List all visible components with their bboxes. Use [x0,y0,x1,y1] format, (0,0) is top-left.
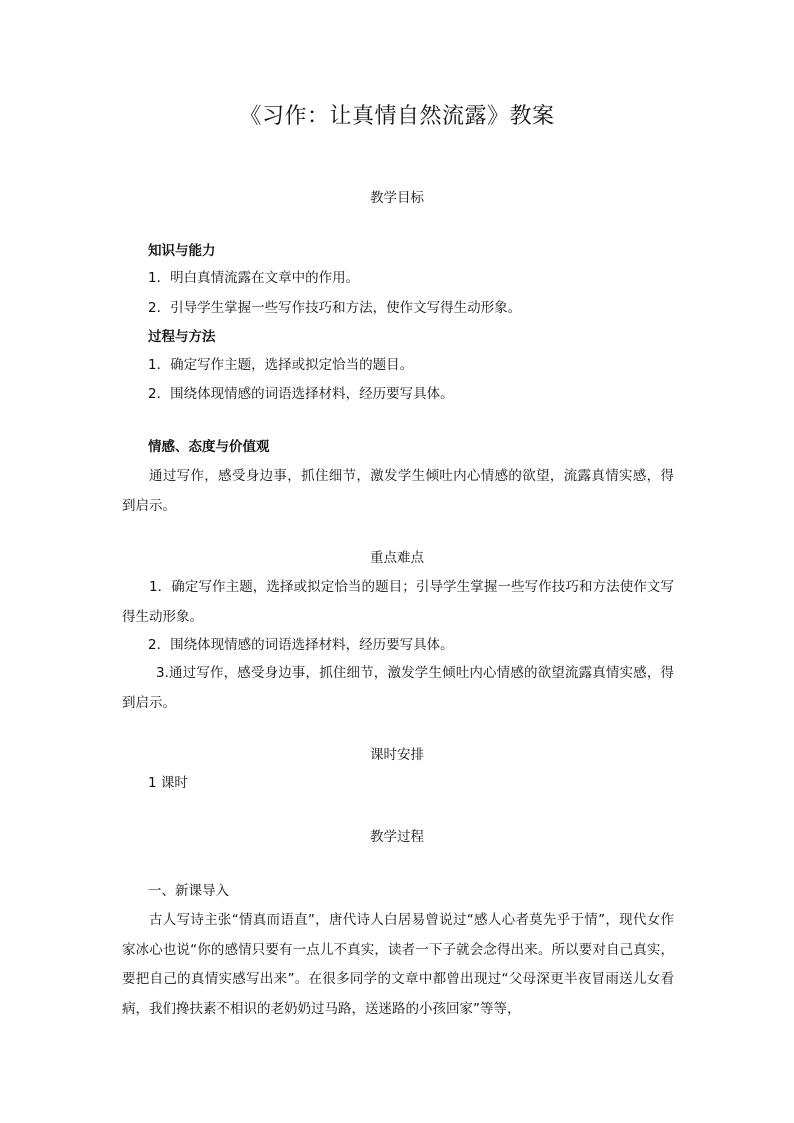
emotion-paragraph: 通过写作，感受身边事，抓住细节，激发学生倾吐内心情感的欲望，流露真情实感，得到启示。 [122,468,674,514]
intro-paragraph: 古人写诗主张“情真而语直”，唐代诗人白居易曾说过“感人心者莫先乎于情”，现代女作家冰心也说“你的感情只要有一点儿不真实，读者一下子就会念得出来。所以要对自己真实，要把自己的真情实感写出来”。在很多同学的文章中都曾出现过“父母深更半夜冒雨送儿女看病，我们搀扶素不相识的老奶奶过马路，送迷路的小孩回家”等等， [122,912,674,1017]
class-schedule-heading: 课时安排 [370,747,424,763]
emotion-values-heading: 情感、态度与价值观 [148,439,270,455]
key-item: 3.通过写作，感受身边事，抓住细节，激发学生倾吐内心情感的欲望流露真情实感，得到启示。 [122,665,674,711]
teaching-process-heading: 教学过程 [370,829,424,845]
class-schedule-text: 1 课时 [148,775,188,791]
key-difficulty-heading: 重点难点 [370,550,424,566]
knowledge-item: 1．明白真情流露在文章中的作用。 [148,270,360,286]
knowledge-item: 2．引导学生掌握一些写作技巧和方法，使作文写得生动形象。 [148,300,522,316]
knowledge-ability-heading: 知识与能力 [148,243,216,259]
process-item: 2．围绕体现情感的词语选择材料，经历要写具体。 [148,386,454,402]
teaching-goals-heading: 教学目标 [370,190,424,206]
key-item: 1．确定写作主题，选择或拟定恰当的题目；引导学生掌握一些写作技巧和方法使作文写得生动形象。 [122,579,674,625]
document-title: 《习作：让真情自然流露》教案 [239,104,555,129]
key-item: 2．围绕体现情感的词语选择材料，经历要写具体。 [148,637,454,653]
intro-heading: 一、新课导入 [148,883,229,899]
process-item: 1．确定写作主题，选择或拟定恰当的题目。 [148,357,414,373]
process-method-heading: 过程与方法 [148,329,216,345]
